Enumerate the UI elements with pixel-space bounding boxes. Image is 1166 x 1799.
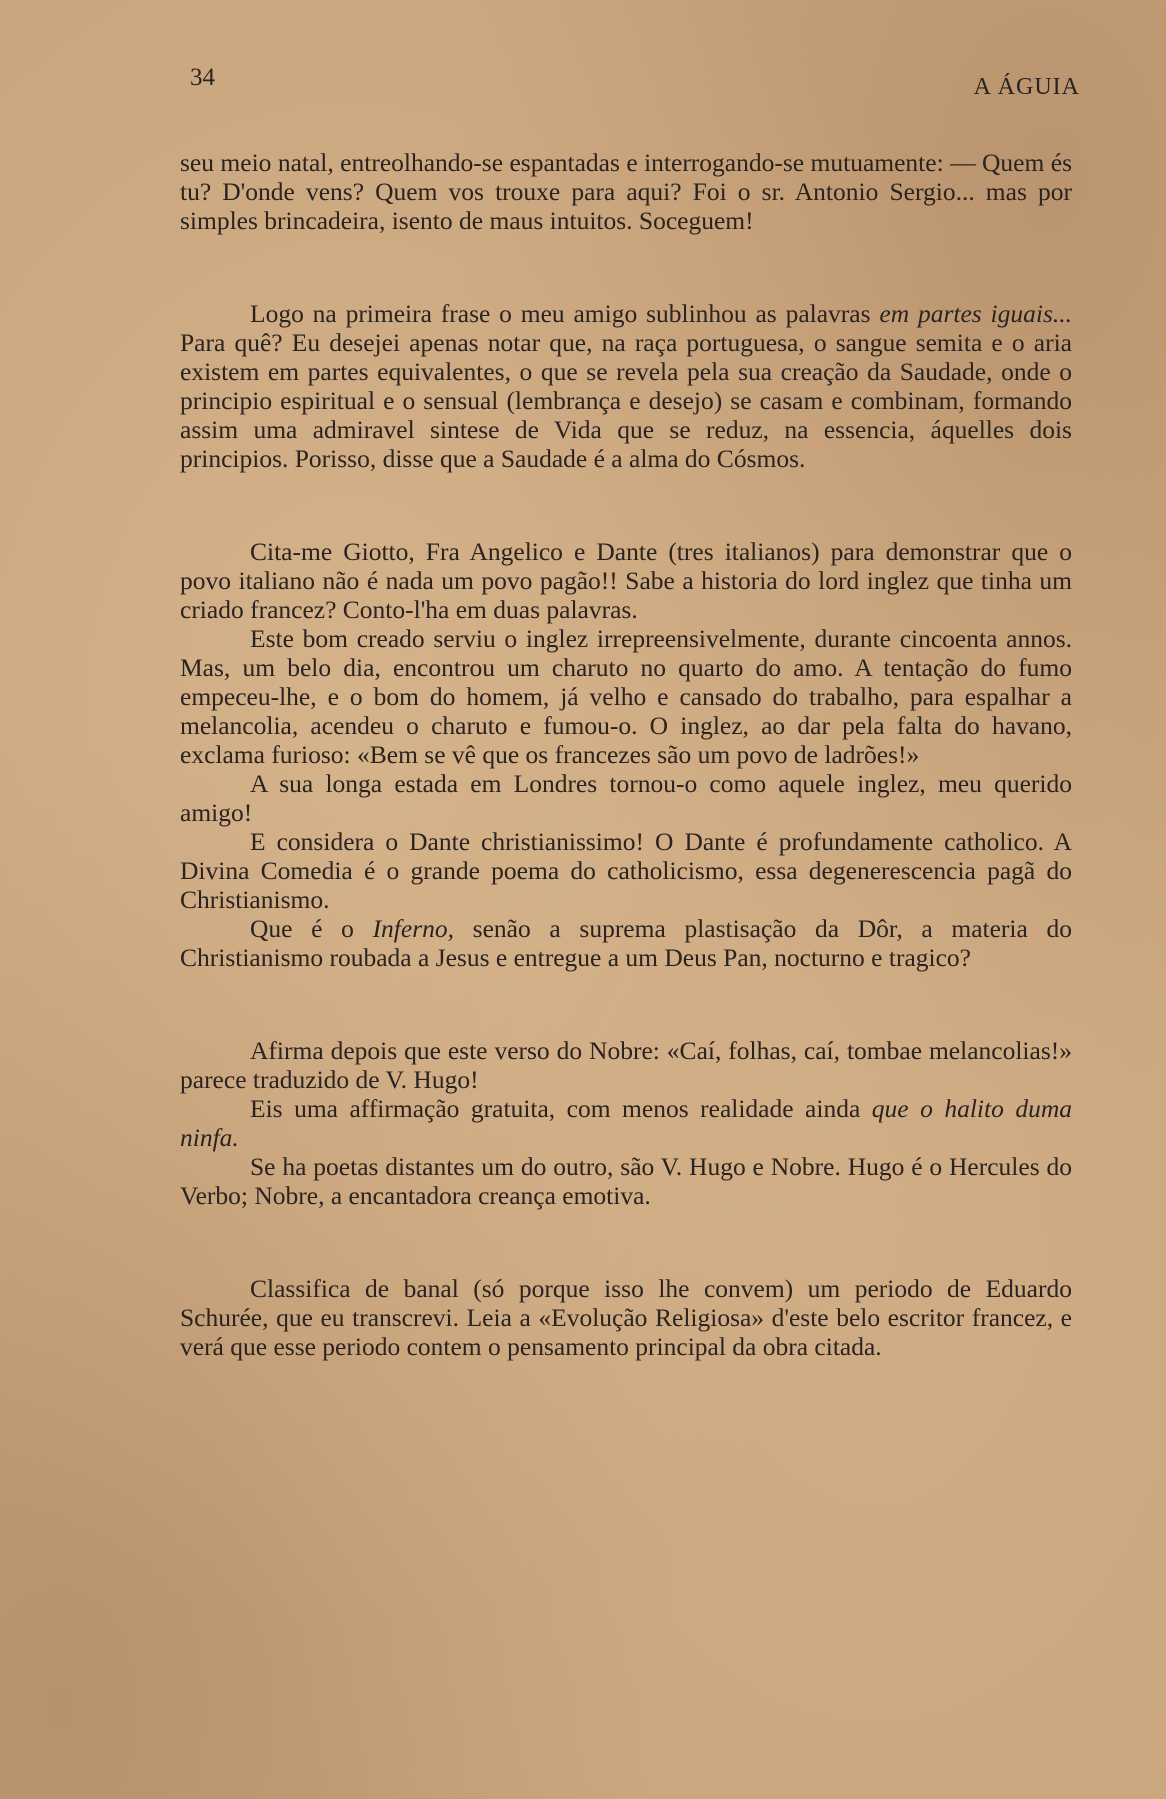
text-section xyxy=(180,299,1072,473)
body-text xyxy=(180,148,1072,1361)
text-run: Logo na primeira frase o meu amigo sublinhou as palavras xyxy=(250,299,880,328)
text-run: Cita-me Giotto, Fra Angelico e Dante (tres italianos) para demonstrar que o povo italiano não é nada um povo pagão!! Sabe a historia do lord inglez que tinha um criado francez? Conto-l'ha em duas palavras. xyxy=(180,537,1072,624)
paragraph xyxy=(180,299,1072,473)
paragraph xyxy=(180,1152,1072,1210)
text-run: seu meio natal, entreolhando-se espantadas e interrogando-se mutuamente: — Quem és tu? D'onde vens? Quem vos trouxe para aqui? Foi o sr. Antonio Sergio... mas por simples brincadeira, isento de maus intuitos. Soceguem! xyxy=(180,148,1072,235)
text-run: Este bom creado serviu o inglez irrepreensivelmente, durante cincoenta annos. Mas, um belo dia, encontrou um charuto no quarto do amo. A tentação do fumo empeceu-lhe, e o bom do homem, já velho e cansado do trabalho, para espalhar a melancolia, acendeu o charuto e fumou-o. O inglez, ao dar pela falta do havano, exclama furioso: «Bem se vê que os francezes são um povo de ladrões!» xyxy=(180,624,1072,769)
page-header xyxy=(0,64,1166,104)
text-run: Que é o xyxy=(250,914,373,943)
section-gap xyxy=(180,1210,1072,1274)
text-section xyxy=(180,148,1072,235)
italic-text: em partes iguais... xyxy=(879,299,1073,328)
text-run: Para quê? Eu desejei apenas notar que, na raça portuguesa, o sangue semita e o aria existem em partes equivalentes, o que se revela pela sua creação da Saudade, onde o principio espiritual e o sensual (lembrança e desejo) se casam e combinam, formando assim uma admiravel sintese de Vida que se reduz, na essencia, áquelles dois principios. Porisso, disse que a Saudade é a alma do Cósmos. xyxy=(180,328,1072,473)
paragraph xyxy=(180,769,1072,827)
section-gap xyxy=(180,972,1072,1036)
running-head: A ÁGUIA xyxy=(973,74,1080,100)
paragraph xyxy=(180,537,1072,624)
paragraph xyxy=(180,827,1072,914)
text-run: E considera o Dante christianissimo! O Dante é profundamente catholico. A Divina Comedia é o grande poema do catholicismo, essa degenerescencia pagã do Christianismo. xyxy=(180,827,1072,914)
text-run: A sua longa estada em Londres tornou-o como aquele inglez, meu querido amigo! xyxy=(180,769,1072,827)
paragraph xyxy=(180,1094,1072,1152)
italic-text: que o halito duma ninfa. xyxy=(180,1094,1072,1152)
paragraph xyxy=(180,1036,1072,1094)
text-run: Afirma depois que este verso do Nobre: «Caí, folhas, caí, tombae melancolias!» parece traduzido de V. Hugo! xyxy=(180,1036,1072,1094)
paragraph xyxy=(180,624,1072,769)
text-section xyxy=(180,537,1072,972)
text-section xyxy=(180,1274,1072,1361)
paragraph xyxy=(180,148,1072,235)
page-number: 34 xyxy=(190,64,215,91)
text-run: Eis uma affirmação gratuita, com menos realidade ainda xyxy=(250,1094,872,1123)
paragraph xyxy=(180,1274,1072,1361)
text-run: senão a suprema plastisação da Dôr, a materia do Christianismo roubada a Jesus e entregue a um Deus Pan, nocturno e tragico? xyxy=(180,914,1072,972)
text-run: Se ha poetas distantes um do outro, são V. Hugo e Nobre. Hugo é o Hercules do Verbo; Nobre, a encantadora creança emotiva. xyxy=(180,1152,1072,1210)
section-gap xyxy=(180,235,1072,299)
text-section xyxy=(180,1036,1072,1210)
italic-text: Inferno, xyxy=(372,914,455,943)
text-run: Classifica de banal (só porque isso lhe convem) um periodo de Eduardo Schurée, que eu transcrevi. Leia a «Evolução Religiosa» d'este belo escritor francez, e verá que esse periodo contem o pensamento principal da obra citada. xyxy=(180,1274,1072,1361)
section-gap xyxy=(180,473,1072,537)
paragraph xyxy=(180,914,1072,972)
